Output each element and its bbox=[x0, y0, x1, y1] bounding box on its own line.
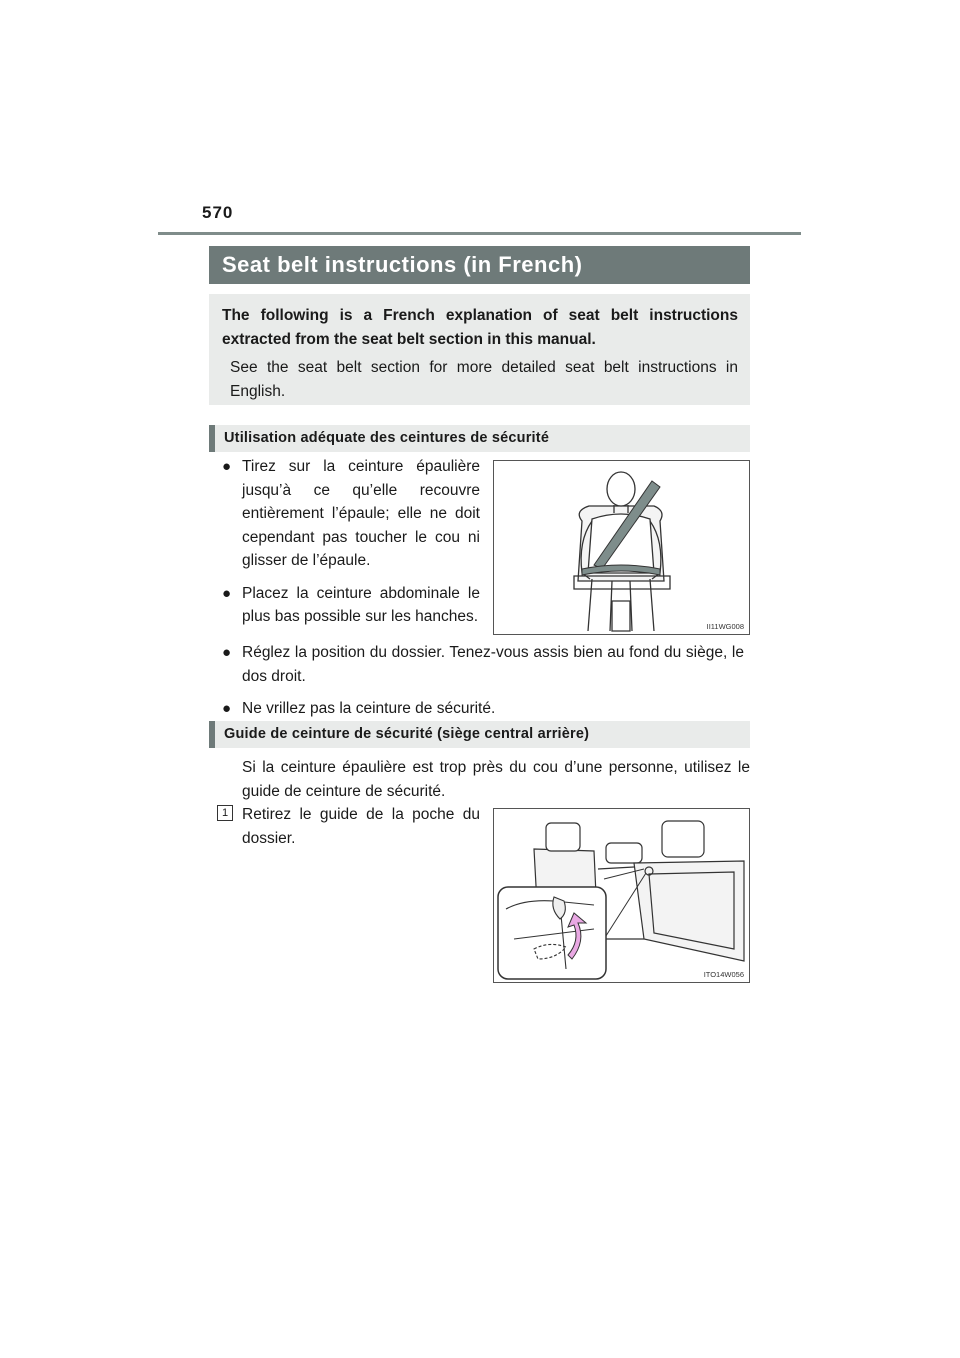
intro-text: The following is a French explanation of seat belt instructions extracted from the seat belt section in this manual. bbox=[222, 307, 738, 348]
bullet-icon: ● bbox=[222, 584, 232, 602]
bullet-text: Réglez la position du dossier. Tenez-vous assis bien au fond du siège, le dos droit. bbox=[242, 644, 744, 685]
intro-box bbox=[209, 294, 750, 405]
bullet-text: Ne vrillez pas la ceinture de sécurité. bbox=[242, 700, 496, 717]
step-text: Retirez le guide de la poche du dossier. bbox=[242, 806, 480, 847]
page-number: 570 bbox=[202, 203, 234, 222]
top-divider bbox=[158, 232, 801, 235]
page-title: Seat belt instructions (in French) bbox=[209, 246, 750, 284]
guide-paragraph: Si la ceinture épaulière est trop près du cou d’une personne, utilisez le guide de ceinture de sécurité. bbox=[242, 759, 750, 800]
bullet-text: Placez la ceinture abdominale le plus bas possible sur les hanches. bbox=[242, 584, 480, 625]
list-item bbox=[222, 697, 744, 721]
section-header-proper-use: Utilisation adéquate des ceintures de sécurité bbox=[209, 425, 750, 452]
intro-note: See the seat belt section for more detailed seat belt instructions in English. bbox=[230, 359, 738, 400]
step-number-badge: 1 bbox=[217, 805, 233, 821]
bullet-text: Tirez sur la ceinture épaulière jusqu’à ce qu’elle recouvre entièrement l’épaule; elle ne doit cependant pas toucher le cou ni glisser de l’épaule. bbox=[242, 458, 480, 569]
list-item bbox=[222, 641, 744, 688]
list-item bbox=[222, 455, 480, 573]
bullet-list-top bbox=[222, 455, 480, 638]
bullet-icon: ● bbox=[222, 644, 232, 661]
belt-guide-figure bbox=[493, 808, 750, 983]
seatbelt-illustration bbox=[494, 461, 749, 634]
bullet-icon: ● bbox=[222, 700, 232, 717]
seated-person-figure bbox=[493, 460, 750, 635]
section-header-belt-guide: Guide de ceinture de sécurité (siège central arrière) bbox=[209, 721, 750, 748]
rear-seat-illustration bbox=[494, 809, 749, 982]
list-item bbox=[222, 582, 480, 629]
bullet-list-bottom bbox=[222, 641, 744, 730]
figure-code: ITO14W056 bbox=[703, 970, 744, 979]
figure-code: II11WG008 bbox=[706, 622, 744, 631]
bullet-icon: ● bbox=[222, 458, 232, 475]
